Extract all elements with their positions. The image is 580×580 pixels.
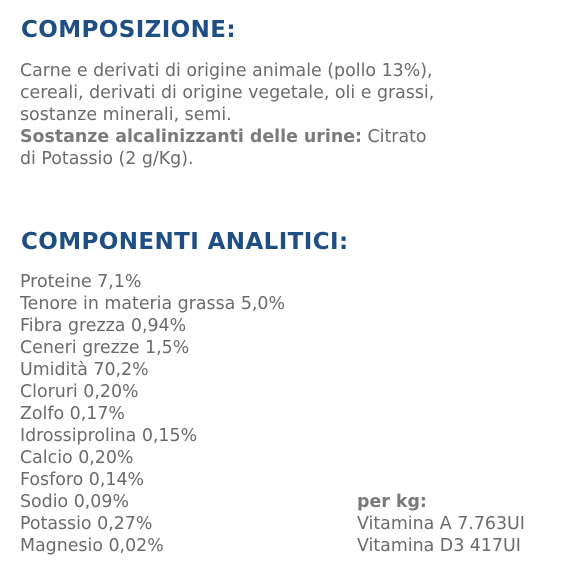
composition-heading: COMPOSIZIONE:	[21, 17, 236, 43]
list-item: Cloruri 0,20%	[20, 382, 139, 402]
list-item: Calcio 0,20%	[20, 448, 134, 468]
composition-line-1: Carne e derivati di origine animale (pollo 13%),	[20, 61, 433, 81]
list-item: Proteine 7,1%	[20, 272, 142, 292]
list-item: Ceneri grezze 1,5%	[20, 338, 190, 358]
analytical-list	[20, 271, 285, 557]
additive-text-1: Citrato	[361, 127, 427, 147]
list-item: Magnesio 0,02%	[20, 536, 164, 556]
list-item: Sodio 0,09%	[20, 492, 129, 512]
additive-line-1	[20, 126, 565, 148]
list-item: Zolfo 0,17%	[20, 404, 125, 424]
list-item: Fibra grezza 0,94%	[20, 316, 187, 336]
list-item: Tenore in materia grassa 5,0%	[20, 294, 286, 314]
list-item: Fosforo 0,14%	[20, 470, 145, 490]
composition-line-2: cereali, derivati di origine vegetale, oli e grassi,	[20, 83, 435, 103]
analytical-heading: COMPONENTI ANALITICI:	[21, 229, 349, 255]
per-kg-title: per kg:	[357, 492, 427, 512]
list-item: Umidità 70,2%	[20, 360, 149, 380]
per-kg-block	[357, 491, 525, 557]
composition-line-3: sostanze minerali, semi.	[20, 105, 232, 125]
vitamin-a-item: Vitamina A 7.763UI	[357, 514, 525, 534]
additive-label: Sostanze alcalinizzanti delle urine:	[20, 127, 362, 147]
composition-text	[20, 60, 565, 170]
additive-line-2: di Potassio (2 g/Kg).	[20, 149, 194, 169]
list-item: Idrossiprolina 0,15%	[20, 426, 198, 446]
list-item: Potassio 0,27%	[20, 514, 153, 534]
vitamin-d3-item: Vitamina D3 417UI	[357, 536, 521, 556]
